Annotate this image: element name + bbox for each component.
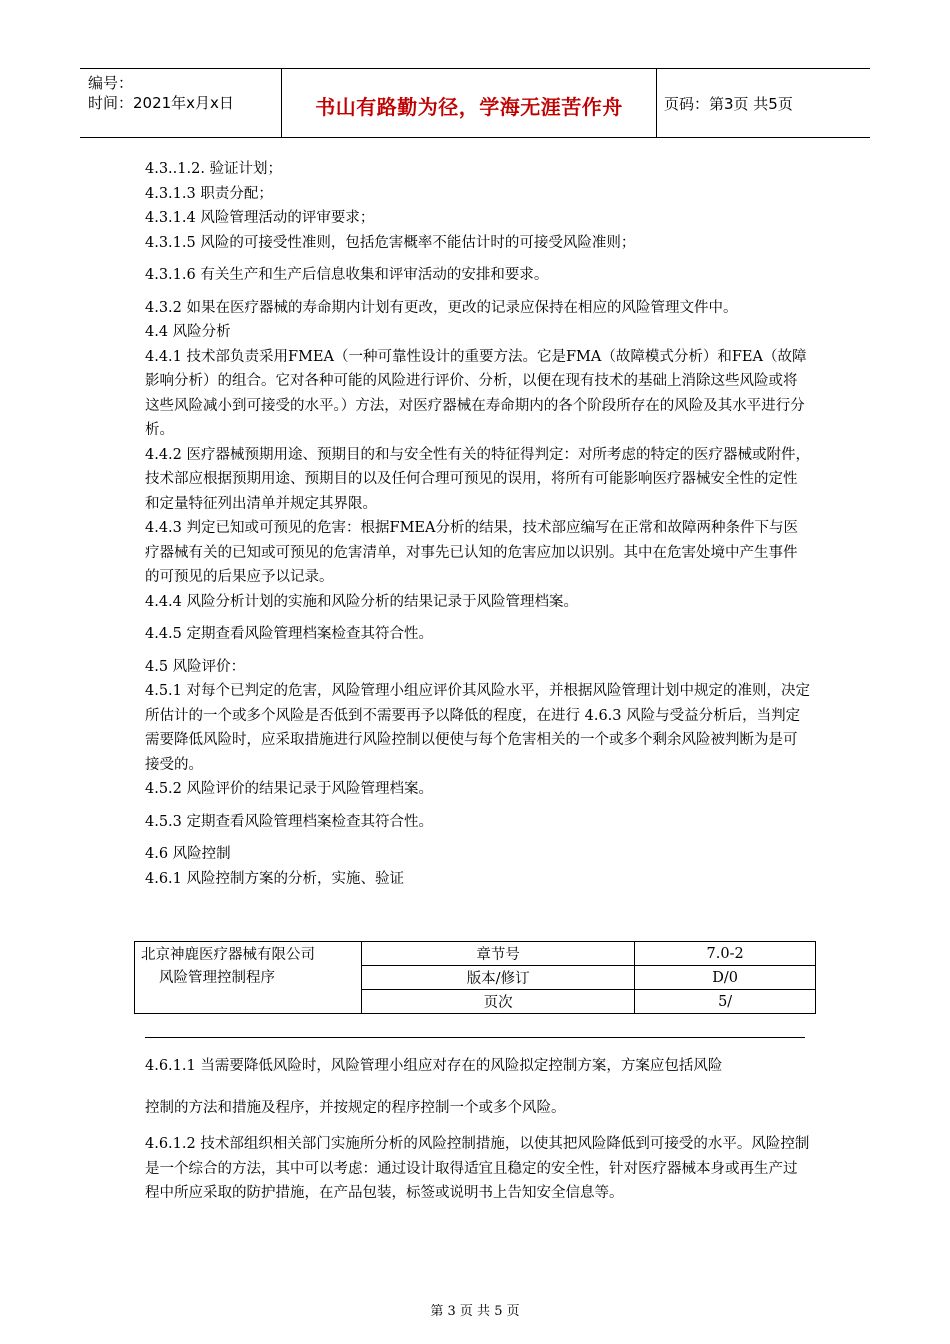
document-control-table: [134, 941, 816, 1014]
text-line: 4.3.1.5 风险的可接受性准则，包括危害概率不能估计时的可接受风险准则；: [145, 234, 636, 251]
header-meta: [88, 73, 234, 113]
paragraph: 4.4.4 风险分析计划的实施和风险分析的结果记录于风险管理档案。: [145, 593, 579, 610]
paragraph: 4.4.2 医疗器械预期用途、预期目的和与安全性有关的特征得判定：对所考虑的特定的医疗器械或附件，技术部应根据预期用途、预期目的以及任何合理可预见的误用，将所有可能影响医疗器械安全性的定性和定量特征列出清单并规定其界限。: [145, 446, 810, 512]
paragraph: 控制的方法和措施及程序，并按规定的程序控制一个或多个风险。: [145, 1099, 566, 1116]
page-header: [80, 68, 870, 138]
section-divider: [145, 1037, 805, 1038]
header-page-number: 页码：第3页 共5页: [664, 95, 793, 113]
paragraph: 4.5.2 风险评价的结果记录于风险管理档案。: [145, 781, 434, 797]
table-value-cell: 5/: [635, 990, 816, 1014]
doc-date-label: 时间：2021年x月x日: [88, 94, 234, 112]
procedure-name: 风险管理控制程序: [159, 970, 275, 986]
text-line: 4.3.1.6 有关生产和生产后信息收集和评审活动的安排和要求。: [145, 267, 549, 283]
section-heading: 4.4 风险分析: [145, 324, 231, 340]
paragraph: 4.4.5 定期查看风险管理档案检查其符合性。: [145, 626, 434, 642]
paragraph: 4.6.1.1 当需要降低风险时，风险管理小组应对存在的风险拟定控制方案，方案应包括风险: [145, 1058, 723, 1074]
page-footer: 第 3 页 共 5 页: [430, 1304, 520, 1319]
doc-number-label: 编号：: [88, 74, 134, 92]
text-line: 4.3.1.4 风险管理活动的评审要求；: [145, 210, 375, 226]
table-label-cell: 页次: [362, 990, 635, 1014]
paragraph: 4.5.3 定期查看风险管理档案检查其符合性。: [145, 813, 434, 830]
paragraph: 4.3.2 如果在医疗器械的寿命期内计划有更改，更改的记录应保持在相应的风险管理文件中。: [145, 299, 738, 316]
table-label-cell: 章节号: [362, 942, 635, 966]
paragraph: 4.4.1 技术部负责采用FMEA（一种可靠性设计的重要方法。它是FMA（故障模式分析）和FEA（故障影响分析）的组合。它对各种可能的风险进行评价、分析，以便在现有技术的基础上消除这些风险或将这些风险减小到可接受的水平。）方法，对医疗器械在寿命期内的各个阶段所存在的风险及其水平进行分析。: [145, 348, 807, 438]
paragraph: 4.6.1 风险控制方案的分析，实施、验证: [145, 870, 405, 887]
paragraph: 4.6.1.2 技术部组织相关部门实施所分析的风险控制措施，以使其把风险降低到可接受的水平。风险控制是一个综合的方法，其中可以考虑：通过设计取得适宜且稳定的安全性，针对医疗器械本身或再生产过程中所应采取的防护措施，在产品包装，标签或说明书上告知安全信息等。: [145, 1136, 810, 1201]
header-divider: [656, 69, 657, 137]
section-heading: 4.6 风险控制: [145, 846, 231, 862]
section-heading: 4.5 风险评价：: [145, 658, 246, 675]
section-4-3-list: [145, 157, 810, 891]
paragraph: 4.4.3 判定已知或可预见的危害：根据FMEA分析的结果，技术部应编写在正常和故障两种条件下与医疗器械有关的已知或可预见的危害清单，对事先已认知的危害应加以识别。其中在危害处境中产生事件的可预见的后果应予以记录。: [145, 520, 798, 585]
header-motto: 书山有路勤为径，学海无涯苦作舟: [315, 95, 623, 119]
table-value-cell: D/0: [635, 966, 816, 990]
table-value-cell: 7.0-2: [635, 942, 816, 966]
text-line: 4.3..1.2. 验证计划；: [145, 161, 283, 177]
section-4-6-1-1: [145, 1054, 810, 1206]
company-cell: [135, 942, 362, 1014]
paragraph: 4.5.1 对每个已判定的危害，风险管理小组应评价其风险水平，并根据风险管理计划中规定的准则，决定所估计的一个或多个风险是否低到不需要再予以降低的程度，在进行 4.6.3 风险与受益分析后，当判定需要降低风险时，应采取措施进行风险控制以便使与每个危害相关的一个或多个剩余风险被判断为是可接受的。: [145, 683, 810, 773]
company-name: 北京神鹿医疗器械有限公司: [141, 947, 315, 963]
text-line: 4.3.1.3 职责分配；: [145, 185, 273, 202]
table-label-cell: 版本/修订: [362, 966, 635, 990]
